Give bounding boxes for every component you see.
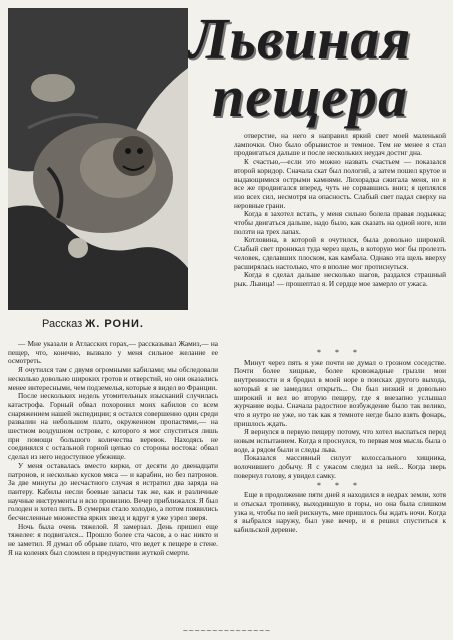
paragraph: Еще в продолжение пяти дней я находился в недрах земли, хотя и отыскал тропинку, выходившую в горы, но она была слишком узка и, чтобы по ней рискнуть, мне пришлось бы ждать ночи. Когда я выбрался наружу, был уже вечер, и я решил спуститься к кабильской деревне. bbox=[234, 490, 446, 535]
paragraph: Я вернулся в первую пещеру потому, что хотел выспаться перед новым испытанием. Когда я проснулся, то первая моя мысль была о воде, а рядом были и следы льва. bbox=[234, 427, 446, 454]
text-column-left bbox=[8, 340, 218, 626]
paragraph: Показался массивный силуэт колоссального хищника, волочившего добычу. Я с ужасом следил за ней... Когда зверь повернул голову, я увидел самку. bbox=[234, 453, 446, 480]
footer-ornament: ~~~~~~~~~~~~~~~ bbox=[182, 627, 271, 635]
paragraph: Когда я сделал дальше несколько шагов, раздался страшный рык. Львица! — прошептал я. И сердце мое замерло от ужаса. bbox=[234, 270, 446, 288]
section-separator: * * * bbox=[317, 480, 363, 490]
caption-artist: Ж. РОНИ. bbox=[85, 318, 144, 330]
paragraph: — Мне указали в Атласских горах,— рассказывал Жамиз,— на пещер, что, конечно, вызвало у меня сильное желание ее осмотреть. bbox=[8, 340, 218, 366]
lion-illustration bbox=[8, 8, 188, 310]
paragraph: Я очутился там с двумя огромными кабилами; мы обследовали несколько довольно широких гротов и отверстий, но они оказались менее интересными, чем подземелья, которые я видел во Франции. bbox=[8, 365, 218, 392]
paragraph: Ночь была очень тяжелой. Я замерзал. День пришел еще тяжелее: я подвигался... Прошло более ста часов, а о нас никто и не заметил. Я думал об обрыве плато, что ведет к пещере в стене. Я на коленях был сломлен в предчувствии жуткой смерти. bbox=[8, 521, 218, 557]
article-title bbox=[150, 8, 450, 128]
text-column-right-bottom bbox=[234, 348, 446, 616]
caption-label: Рассказ bbox=[42, 318, 83, 330]
section-separator: * * * bbox=[317, 348, 363, 357]
paragraph: Минут через пять я уже почти не думал о грозном соседстве. Почти более хищные, более кровожадные грызли мои внутренности и я бродил в моей норе в поисках другого выхода, который я не замедлил открыть... Он был низкий и довольно широкий и вел во вторую пещеру, где я внезапно услышал журчание воды. Сначала радостное возбуждение было так велико, что я нутро не уже, но так как я темноте негде было взять фонарь, пришлось ждать. bbox=[234, 357, 446, 428]
title-line-1: Львиная bbox=[188, 6, 412, 71]
title-line-2: пещера bbox=[211, 64, 409, 129]
paragraph: К счастью,—если это можно назвать счастьем — показался второй коридор. Сначала скат был пологий, а затем пошел крутое и выдающимися острыми камнями. Лихорадка сжигала меня, но я все же продвигался вперед, чуть не сорвавшись вниз; я цеплялся изо всех сил, несмотря на опасность. Слабый свет падал сверху на неровные грани. bbox=[234, 157, 446, 210]
text-column-right-top bbox=[234, 132, 446, 344]
paragraph: отверстие, на него я направил яркий свет моей маленькой лампочки. Оно было обрывистое и темное. Тем не менее я стал продвигаться дальше и после нескольких неудач достиг дна. bbox=[234, 132, 446, 158]
paragraph: После нескольких недель утомительных изысканий случилась катастрофа. Горный обвал похоронил моих кабилов со всем снаряжением нашей экспедиции; я остался совершенно один среди развалин на небольшом плато, окруженном пропастями,— на шестиом воздушном острове, с которого я мог спуститься лишь при помощи большого количества веревок. Находясь не соединялся с остальной горной цепью со стороны востока: обвал сделал из него недоступное убежище. bbox=[8, 391, 218, 462]
illustration-caption bbox=[8, 318, 178, 332]
paragraph: У меня оставалась вместо кирки, от десяти до двенадцати патронов, и несколько кусков мяса — и карабин, но без патронов. За две минуты до несчастного случая я истратил два заряда на пантеру. Кабилы несли боевые запасы так же, как и различные научные инструменты и всю провизию. Вечер приближался. Я был голоден и хотел пить. В сумерки стало холодно, а потом появились бесчисленные множества ярких звезд и вдруг я уже узрел зверя. bbox=[8, 460, 218, 523]
paragraph: Котловина, в которой я очутился, была довольно широкой. Слабый свет проникал туда через щель, в которую мог бы пролезть человек, сделавших плоском, как камбала. Однако эта щель вверху расширялась настолько, что я вполне мог протиснуться. bbox=[234, 235, 446, 271]
paragraph: Когда я захотел встать, у меня сильно болела правая лодыжка; чтобы двигаться дальше, надо было, как сказать на одной ноге, или ползти на трех лапах. bbox=[234, 209, 446, 236]
